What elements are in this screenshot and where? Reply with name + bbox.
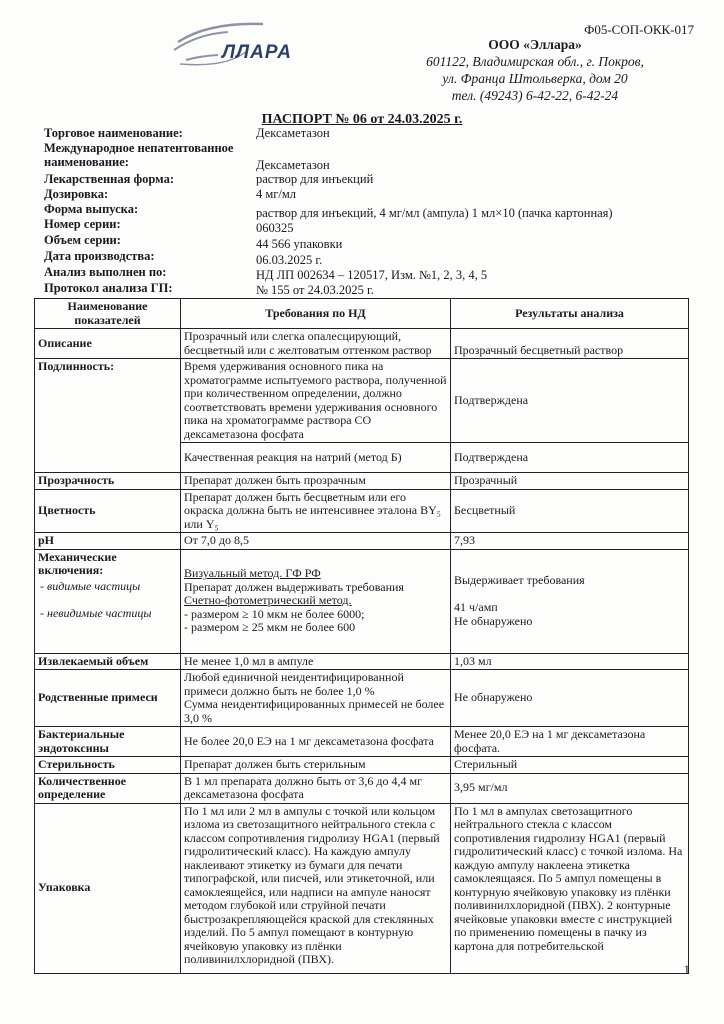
- result-cell: Подтверждена: [451, 359, 689, 443]
- table-row: [35, 533, 689, 550]
- table-row: [35, 489, 689, 533]
- parameter-name: Прозрачность: [35, 473, 181, 490]
- parameter-name: Подлинность:: [35, 359, 181, 473]
- meta-label: Лекарственная форма:: [44, 172, 175, 186]
- parameter-subitem: - видимые частицы: [40, 578, 141, 593]
- company-phone: тел. (49243) 6-42-22, 6-42-24: [451, 88, 619, 103]
- meta-label: Дата производства:: [44, 249, 155, 263]
- method-name: Счетно-фотометрический метод.: [184, 593, 352, 608]
- requirement-cell: Препарат должен быть бесцветным или его окраска должна быть не интенсивнее эталона BY₅ или Y₅: [181, 489, 451, 533]
- meta-value: 44 566 упаковки: [256, 237, 343, 251]
- meta-value: Дексаметазон: [256, 126, 330, 140]
- parameter-subitem: - невидимые частицы: [40, 606, 152, 620]
- parameter-name: [35, 549, 181, 653]
- requirement-cell: По 1 мл или 2 мл в ампулы с точкой или кольцом излома из светозащитного нейтрального стекла с классом сопротивления гидролизу HGA1 (первый гидролитический класс). На каждую ампулу наклеивают этикетку из бумаги для печати типографской, или писчей, или этикеточной, или самоклеящейся, или надписи на ампуле наносят методом глубокой или струйной печати быстрозакрепляющейся краской для стеклянных изделий. По 5 ампул помещают в контурную ячейковую упаковку из плёнки поливинилхлоридной (ПВХ).: [181, 803, 451, 973]
- result-line: 41 ч/амп: [454, 600, 498, 615]
- meta-label: Протокол анализа ГП:: [44, 281, 173, 295]
- meta-label: Международное непатентованное наименование:: [44, 141, 234, 169]
- result-cell: 1,03 мл: [451, 653, 689, 670]
- parameter-name: Родственные примеси: [35, 670, 181, 727]
- table-row: [35, 549, 689, 653]
- meta-label: Объем серии:: [44, 233, 121, 247]
- table-row: [35, 359, 689, 443]
- meta-label: Анализ выполнен по:: [44, 265, 167, 279]
- parameter-name: Количественное определение: [35, 773, 181, 803]
- result-cell: Стерильный: [451, 757, 689, 774]
- requirement-cell: Прозрачный или слегка опалесцирующий, бесцветный или с желтоватым оттенком раствор: [181, 329, 451, 359]
- result-cell: Бесцветный: [451, 489, 689, 533]
- document-title-text: ПАСПОРТ № 06 от 24.03.2025 г.: [261, 112, 463, 127]
- requirement-cell: Не более 20,0 ЕЭ на 1 мг дексаметазона фосфата: [181, 727, 451, 757]
- meta-value: раствор для инъекций: [256, 172, 374, 186]
- requirement-cell: Препарат должен быть стерильным: [181, 757, 451, 774]
- meta-value: раствор для инъекций, 4 мг/мл (ампула) 1 мл×10 (пачка картонная): [256, 206, 613, 220]
- company-address-line1: 601122, Владимирская обл., г. Покров,: [426, 54, 644, 69]
- requirement-cell: Препарат должен быть прозрачным: [181, 473, 451, 490]
- requirement-cell: От 7,0 до 8,5: [181, 533, 451, 550]
- requirement-cell: [181, 549, 451, 653]
- table-row: [35, 473, 689, 490]
- meta-value: № 155 от 24.03.2025 г.: [256, 283, 374, 297]
- table-row: [35, 757, 689, 774]
- result-cell: Прозрачный бесцветный раствор: [451, 329, 689, 359]
- column-header: Результаты анализа: [451, 299, 689, 329]
- parameter-name-text: Механические включения:: [38, 549, 117, 577]
- meta-label: Форма выпуска:: [44, 202, 139, 216]
- result-cell: По 1 мл в ампулах светозащитного нейтрального стекла с классом сопротивления гидролизу HGA1 (первый гидролитический класс) с точкой излома. На каждую ампулу наклеена этикетка самоклеящаяся. По 5 ампул помещены в контурную ячейковую упаковку из плёнки поливинилхлоридной (ПВХ). 2 контурные ячейковые упаковки вместе с инструкцией по применению помещены в пачку из картона для потребительской: [451, 803, 689, 973]
- table-header-row: [35, 299, 689, 329]
- requirement-cell: Время удерживания основного пика на хроматограмме испытуемого раствора, полученной при количественном определении, должно соответствовать времени удерживания основного пика на хроматограмме раствора СО дексаметазона фосфата: [181, 359, 451, 443]
- result-cell: Не обнаружено: [451, 670, 689, 727]
- requirement-cell: [181, 670, 451, 727]
- logo-text: ЛЛАРА: [222, 42, 293, 63]
- result-cell: Подтверждена: [451, 443, 689, 473]
- column-header: Наименование показателей: [35, 299, 181, 329]
- table-row: [35, 727, 689, 757]
- parameter-name: Упаковка: [35, 803, 181, 973]
- parameter-name: pH: [35, 533, 181, 550]
- table-row: [35, 329, 689, 359]
- parameter-name: Извлекаемый объем: [35, 653, 181, 670]
- parameter-name: Стерильность: [35, 757, 181, 774]
- requirement-cell: В 1 мл препарата должно быть от 3,6 до 4,4 мг дексаметазона фосфата: [181, 773, 451, 803]
- meta-value: 060325: [256, 221, 294, 235]
- table-row: [35, 773, 689, 803]
- parameter-name: Бактериальные эндотоксины: [35, 727, 181, 757]
- method-name: Визуальный метод. ГФ РФ: [184, 566, 321, 581]
- parameter-name: Описание: [35, 329, 181, 359]
- result-line: Не обнаружено: [454, 613, 533, 628]
- meta-label: Дозировка:: [44, 187, 109, 201]
- meta-label: Торговое наименование:: [44, 126, 183, 140]
- company-block: [400, 36, 670, 104]
- result-line: Выдерживает требования: [454, 572, 585, 587]
- meta-value: НД ЛП 002634 – 120517, Изм. №1, 2, 3, 4, 5: [256, 268, 488, 282]
- result-cell: Менее 20,0 ЕЭ на 1 мг дексаметазона фосфата.: [451, 727, 689, 757]
- result-cell: 7,93: [451, 533, 689, 550]
- requirement-line: Сумма неидентифицированных примесей не более 3,0 %: [184, 697, 445, 725]
- result-cell: [451, 549, 689, 653]
- table-row: [35, 670, 689, 727]
- company-address-line2: ул. Франца Штольверка, дом 20: [442, 71, 628, 86]
- result-cell: Прозрачный: [451, 473, 689, 490]
- table-row: [35, 653, 689, 670]
- meta-value: 06.03.2025 г.: [256, 253, 323, 267]
- parameter-name: Цветность: [35, 489, 181, 533]
- page-number: 1: [683, 962, 690, 977]
- result-cell: 3,95 мг/мл: [451, 773, 689, 803]
- requirement-cell: Не менее 1,0 мл в ампуле: [181, 653, 451, 670]
- table-row: [35, 803, 689, 973]
- meta-label: Номер серии:: [44, 217, 121, 231]
- meta-value: Дексаметазон: [256, 158, 330, 172]
- analysis-table: [34, 298, 689, 974]
- requirement-cell: Качественная реакция на натрий (метод Б): [181, 443, 451, 473]
- company-name: ООО «Эллара»: [488, 37, 582, 52]
- requirement-line: Любой единичной неидентифицированной примеси должно быть не более 1,0 %: [184, 670, 404, 698]
- requirement-line: - размером ≥ 10 мкм не более 6000;: [184, 606, 365, 621]
- column-header: Требования по НД: [181, 299, 451, 329]
- requirement-line: - размером ≥ 25 мкм не более 600: [184, 620, 356, 635]
- document-code: Ф05-СОП-ОКК-017: [584, 22, 694, 37]
- requirement-line: Препарат должен выдерживать требования: [184, 579, 404, 594]
- meta-value: 4 мг/мл: [256, 187, 297, 201]
